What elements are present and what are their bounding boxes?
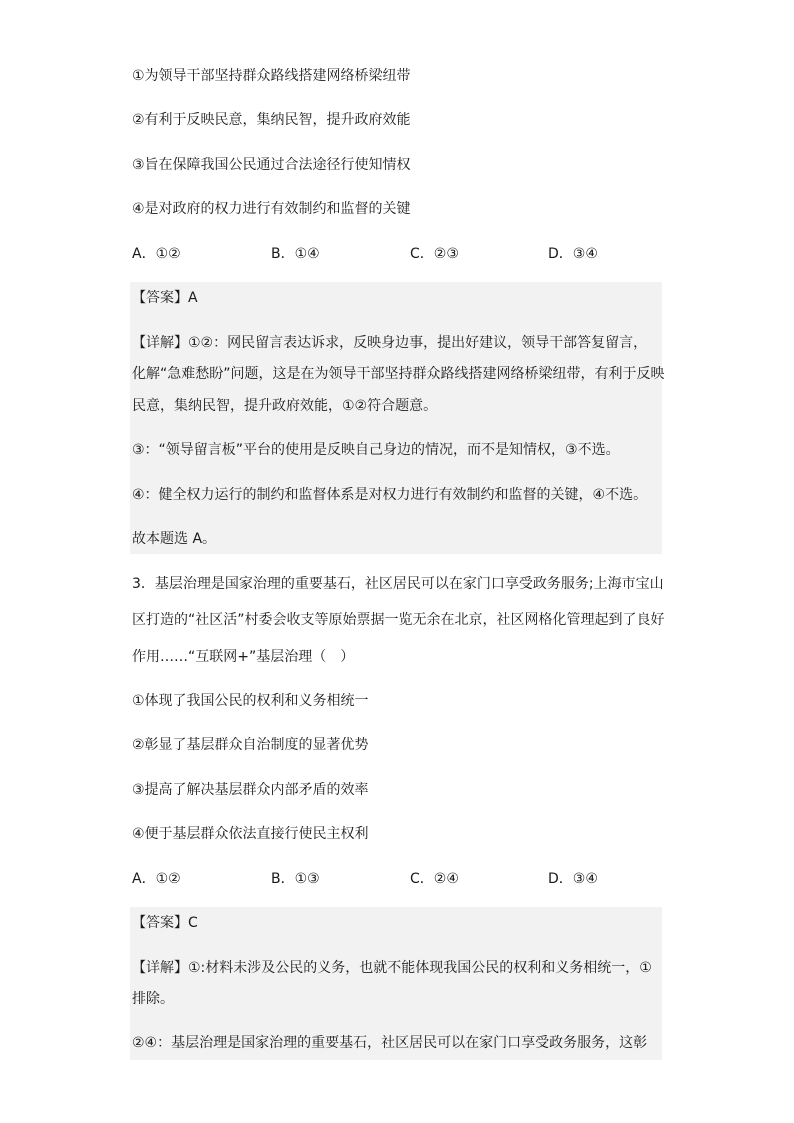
q3-item-4: ④便于基层群众依法直接行使民主权利 [132,826,369,842]
q3-detail-line-3: ②④：基层治理是国家治理的重要基石，社区居民可以在家门口享受政务服务，这彰 [132,1035,648,1051]
q3-item-1: ①体现了我国公民的权利和义务相统一 [132,693,369,709]
q3-item-3: ③提高了解决基层群众内部矛盾的效率 [132,782,369,798]
q3-item-2: ②彰显了基层群众自治制度的显著优势 [132,737,369,753]
q2-detail-line-5: ④：健全权力运行的制约和监督体系是对权力进行有效制约和监督的关键，④不选。 [132,487,648,503]
q2-option-d: D．③④ [548,246,598,262]
q3-option-c: C．②④ [410,871,459,887]
q3-detail-line-1: 【详解】①:材料未涉及公民的义务，也就不能体现我国公民的权利和义务相统一，① [132,960,652,976]
q3-stem-line-3: 作用……“互联网+”基层治理（ ） [132,649,355,665]
q2-item-3: ③旨在保障我国公民通过合法途径行使知情权 [132,157,411,173]
q2-option-a: A．①② [132,246,181,262]
q2-option-c: C．②③ [410,246,459,262]
q2-option-b: B．①④ [271,246,320,262]
q2-item-4: ④是对政府的权力进行有效制约和监督的关键 [132,201,411,217]
q3-detail-line-2: 排除。 [132,991,174,1007]
q2-detail-line-2: 化解“急难愁盼”问题，这是在为领导干部坚持群众路线搭建网络桥梁纽带，有利于反映 [132,366,665,382]
answer-block-q2 [130,282,662,554]
q2-item-1: ①为领导干部坚持群众路线搭建网络桥梁纽带 [132,68,411,84]
q2-item-2: ②有利于反映民意，集纳民智，提升政府效能 [132,112,411,128]
q2-answer: 【答案】A [132,290,198,306]
q2-detail-line-3: 民意，集纳民智，提升政府效能，①②符合题意。 [132,398,438,414]
q2-detail-line-4: ③：“领导留言板”平台的使用是反映自己身边的情况，而不是知情权，③不选。 [132,442,620,458]
q3-option-b: B．①③ [271,871,320,887]
q2-detail-line-1: 【详解】①②：网民留言表达诉求，反映身边事，提出好建议，领导干部答复留言， [132,335,648,351]
q2-detail-line-6: 故本题选 A。 [132,531,217,547]
q3-stem-line-2: 区打造的“社区活”村委会收支等原始票据一览无余在北京，社区网格化管理起到了良好 [132,612,665,628]
q3-stem-line-1: 3．基层治理是国家治理的重要基石，社区居民可以在家门口享受政务服务;上海市宝山 [132,576,664,592]
q3-option-a: A．①② [132,871,181,887]
q3-answer: 【答案】C [132,915,198,931]
q3-option-d: D．③④ [548,871,598,887]
